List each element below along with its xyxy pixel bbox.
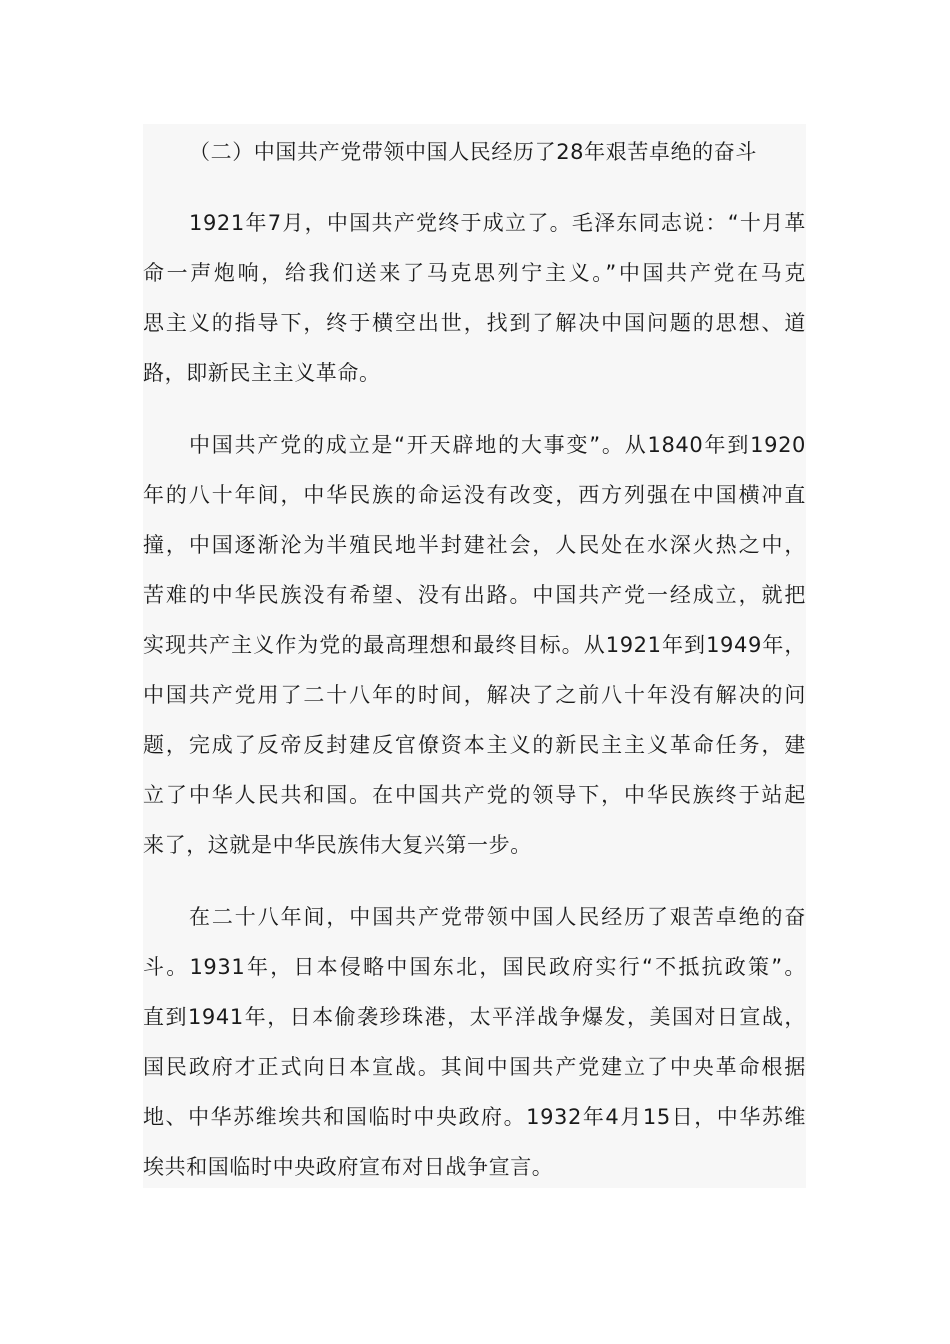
paragraph-3-line-1: 在二十八年间，中国共产党带领中国人民经历了艰苦卓绝的奋 xyxy=(189,905,806,929)
paragraph-2-line-3: 撞，中国逐渐沦为半殖民地半封建社会，人民处在水深火热之中， xyxy=(143,533,806,557)
paragraph-2-line-7: 题，完成了反帝反封建反官僚资本主义的新民主主义革命任务，建 xyxy=(143,733,806,757)
paragraph-3-line-4: 国民政府才正式向日本宣战。其间中国共产党建立了中央革命根据 xyxy=(143,1055,806,1079)
paragraph-3-line-5: 地、中华苏维埃共和国临时中央政府。1932年4月15日，中华苏维 xyxy=(143,1105,806,1129)
paragraph-2-line-8: 立了中华人民共和国。在中国共产党的领导下，中华民族终于站起 xyxy=(143,783,806,807)
document-page xyxy=(143,124,806,1188)
paragraph-2-line-9: 来了，这就是中华民族伟大复兴第一步。 xyxy=(143,833,532,857)
paragraph-3-line-2: 斗。1931年，日本侵略中国东北，国民政府实行“不抵抗政策”。 xyxy=(143,955,806,979)
section-heading: （二）中国共产党带领中国人民经历了28年艰苦卓绝的奋斗 xyxy=(189,140,757,164)
paragraph-2-line-6: 中国共产党用了二十八年的时间，解决了之前八十年没有解决的问 xyxy=(143,683,806,707)
paragraph-3-line-3: 直到1941年，日本偷袭珍珠港，太平洋战争爆发，美国对日宣战， xyxy=(143,1005,806,1029)
paragraph-2-line-2: 年的八十年间，中华民族的命运没有改变，西方列强在中国横冲直 xyxy=(143,483,806,507)
paragraph-1-line-3: 思主义的指导下，终于横空出世，找到了解决中国问题的思想、道 xyxy=(143,311,806,335)
paragraph-1-line-4: 路，即新民主主义革命。 xyxy=(143,361,381,385)
paragraph-3-line-6: 埃共和国临时中央政府宣布对日战争宣言。 xyxy=(143,1155,554,1179)
paragraph-2-line-5: 实现共产主义作为党的最高理想和最终目标。从1921年到1949年， xyxy=(143,633,806,657)
paragraph-1-line-2: 命一声炮响，给我们送来了马克思列宁主义。”中国共产党在马克 xyxy=(143,261,806,285)
paragraph-1-line-1: 1921年7月，中国共产党终于成立了。毛泽东同志说：“十月革 xyxy=(189,211,806,235)
paragraph-2-line-4: 苦难的中华民族没有希望、没有出路。中国共产党一经成立，就把 xyxy=(143,583,806,607)
paragraph-2-line-1: 中国共产党的成立是“开天辟地的大事变”。从1840年到1920 xyxy=(189,433,806,457)
